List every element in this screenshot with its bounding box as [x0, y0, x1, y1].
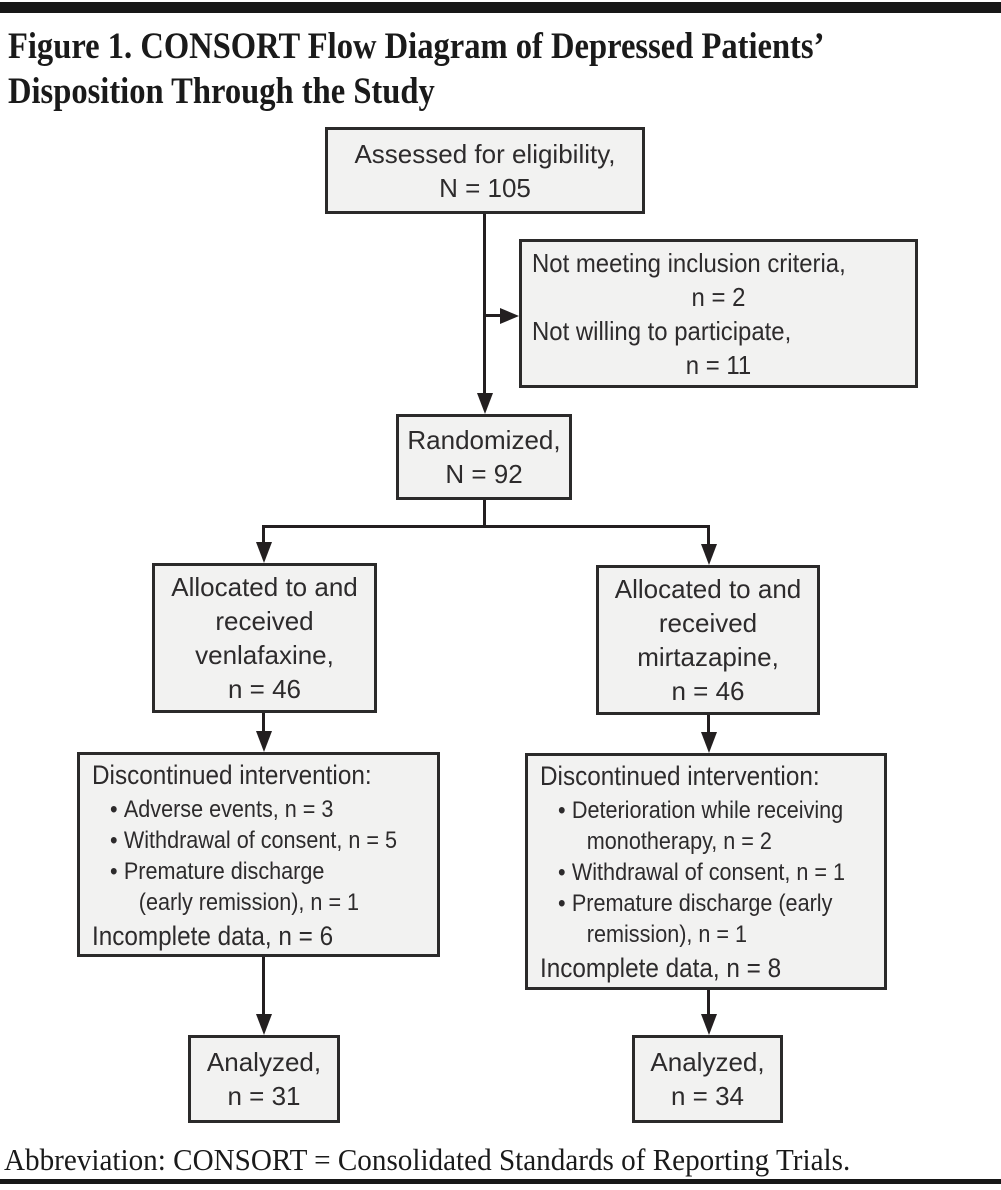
excluded-reason2: Not willing to participate,	[532, 315, 792, 346]
connector-allocmir-to-discmir	[707, 715, 710, 733]
assessed-line2: N = 105	[439, 172, 531, 203]
connector-branch-right	[707, 525, 710, 544]
alloc-mir-line4: n = 46	[671, 676, 745, 706]
randomized-line2: N = 92	[445, 459, 523, 489]
connector-branch-bar	[262, 525, 710, 528]
randomized-line1: Randomized,	[407, 425, 561, 455]
node-analyzed-mirtazapine	[632, 1035, 783, 1123]
disc-mir-title: Discontinued intervention:	[540, 761, 820, 791]
arrow-down-icon	[256, 731, 272, 752]
figure-footnote: Abbreviation: CONSORT = Consolidated Standards of Reporting Trials.	[4, 1142, 851, 1177]
top-rule	[0, 2, 1001, 13]
disc-ven-title: Discontinued intervention:	[92, 760, 372, 790]
arrow-right-icon	[500, 308, 519, 324]
figure-title-line2: Disposition Through the Study	[8, 71, 435, 112]
disc-mir-bullet3-cont: remission), n = 1	[586, 921, 748, 948]
node-randomized	[396, 414, 572, 500]
connector-randomized-stem	[483, 500, 486, 527]
connector-assessed-to-randomized	[483, 214, 486, 395]
alloc-mir-line1: Allocated to and	[614, 574, 802, 604]
alloc-ven-line1: Allocated to and	[171, 572, 358, 602]
connector-discmir-to-analyzedmir	[707, 990, 710, 1015]
arrow-down-icon	[701, 1014, 717, 1035]
bullet-icon: •	[110, 796, 118, 823]
excluded-reason1: Not meeting inclusion criteria,	[532, 247, 846, 278]
disc-ven-bullet2: • Withdrawal of consent, n = 5	[110, 827, 398, 854]
connector-discven-to-analyzedven	[262, 957, 265, 1015]
figure-title	[8, 24, 824, 114]
excluded-reason1-count: n = 2	[691, 281, 746, 312]
arrow-down-icon	[256, 542, 272, 563]
arrow-down-icon	[701, 544, 717, 565]
bullet-icon: •	[558, 797, 566, 824]
bullet-icon: •	[558, 859, 566, 886]
node-excluded	[519, 239, 918, 388]
node-discontinued-mirtazapine	[525, 753, 887, 990]
figure-title-line1: Figure 1. CONSORT Flow Diagram of Depressed Patients’	[8, 26, 825, 67]
analyzed-ven-line1: Analyzed,	[206, 1047, 322, 1077]
analyzed-mir-line2: n = 34	[670, 1081, 744, 1111]
disc-mir-bullet2: • Withdrawal of consent, n = 1	[558, 859, 846, 886]
disc-mir-footer: Incomplete data, n = 8	[540, 953, 782, 983]
arrow-down-icon	[256, 1014, 272, 1035]
disc-ven-bullet1: • Adverse events, n = 3	[110, 796, 334, 823]
bottom-rule	[0, 1179, 1001, 1184]
analyzed-ven-line2: n = 31	[227, 1081, 301, 1111]
bullet-icon: •	[558, 890, 566, 917]
disc-mir-bullet1-cont: monotherapy, n = 2	[586, 828, 772, 855]
disc-mir-bullet3: • Premature discharge (early	[558, 890, 833, 917]
connector-allocven-to-discven	[262, 713, 265, 732]
node-allocated-venlafaxine	[152, 563, 377, 713]
node-discontinued-venlafaxine	[77, 752, 440, 957]
analyzed-mir-line1: Analyzed,	[650, 1047, 765, 1077]
node-allocated-mirtazapine	[596, 565, 820, 715]
alloc-ven-line2: received	[215, 606, 314, 636]
assessed-line1: Assessed for eligibility,	[354, 138, 616, 169]
alloc-mir-line2: received	[658, 608, 758, 638]
disc-mir-bullet1: • Deterioration while receiving	[558, 797, 844, 824]
connector-branch-left	[262, 525, 265, 543]
connector-to-excluded	[485, 314, 500, 317]
alloc-mir-line3: mirtazapine,	[637, 642, 779, 672]
bullet-icon: •	[110, 827, 118, 854]
excluded-reason2-count: n = 11	[685, 349, 752, 380]
disc-ven-footer: Incomplete data, n = 6	[92, 921, 334, 951]
bullet-icon: •	[110, 858, 118, 885]
alloc-ven-line4: n = 46	[227, 674, 301, 704]
node-analyzed-venlafaxine	[188, 1035, 340, 1123]
disc-ven-bullet3: • Premature discharge	[110, 858, 325, 885]
disc-ven-bullet3-cont: (early remission), n = 1	[138, 889, 360, 916]
arrow-down-icon	[477, 393, 493, 414]
arrow-down-icon	[701, 732, 717, 753]
alloc-ven-line3: venlafaxine,	[195, 640, 334, 670]
node-assessed	[325, 127, 645, 214]
